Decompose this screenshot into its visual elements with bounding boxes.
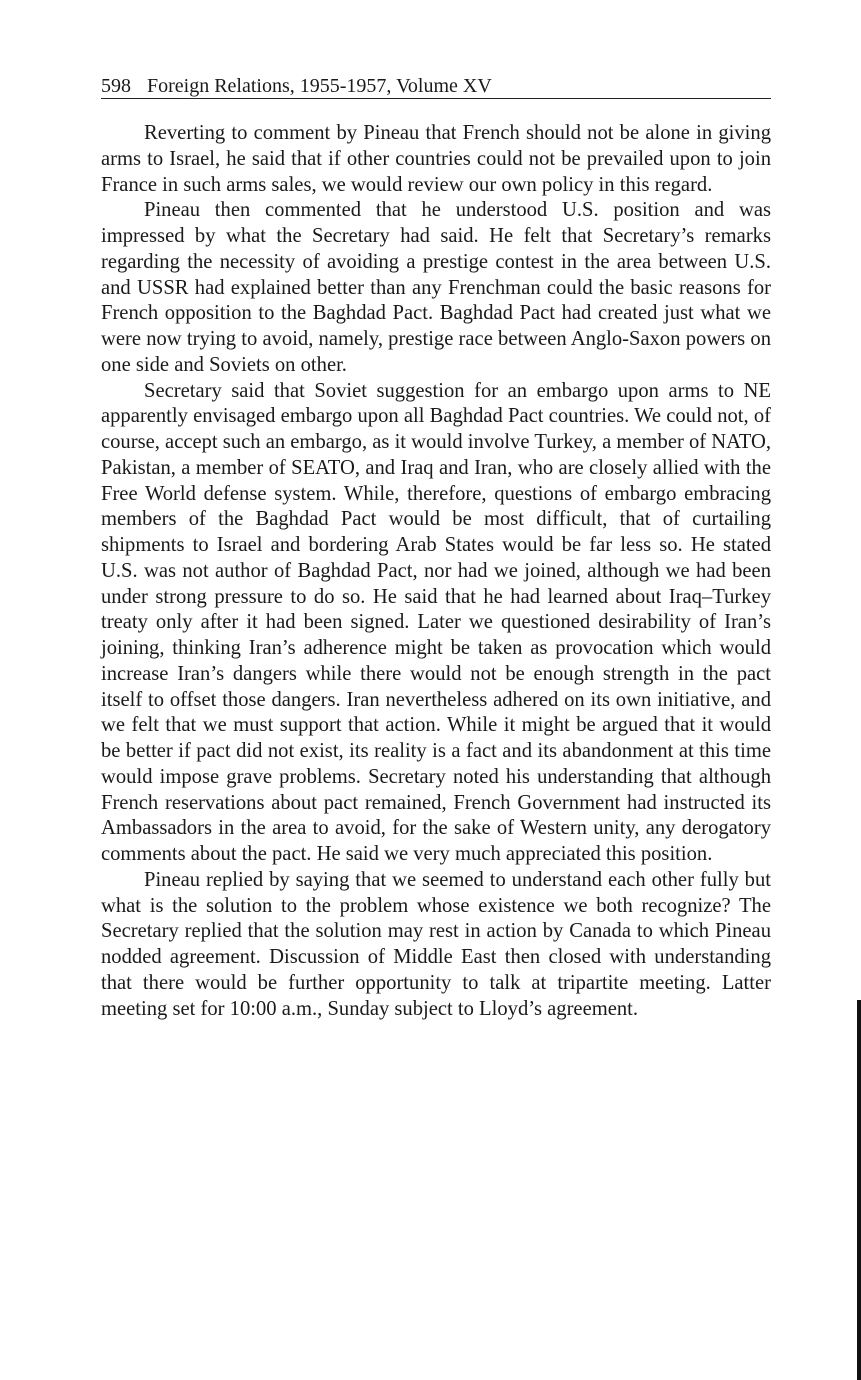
body-text [101, 121, 771, 1022]
paragraph: Reverting to comment by Pineau that French should not be alone in giving arms to Israel, he said that if other countries could not be prevailed upon to join France in such arms sales, we would review our own policy in this regard. [101, 122, 771, 196]
page-number: 598 [101, 75, 131, 97]
scan-edge-shadow [857, 1000, 861, 1380]
paragraph: Secretary said that Soviet suggestion for an embargo upon arms to NE apparently envisaged embargo upon all Baghdad Pact countries. We could not, of course, accept such an embargo, as it would involve Turkey, a member of NATO, Pakistan, a member of SEATO, and Iraq and Iran, who are closely allied with the Free World defense system. While, therefore, questions of embargo embracing members of the Baghdad Pact would be most difficult, that of curtailing shipments to Israel and bordering Arab States would be far less so. He stated U.S. was not author of Baghdad Pact, nor had we joined, although we had been under strong pressure to do so. He said that he had learned about Iraq–Turkey treaty only after it had been signed. Later we questioned desirability of Iran’s joining, thinking Iran’s adherence might be taken as provocation which would increase Iran’s dangers while there would not be enough strength in the pact itself to offset those dangers. Iran nevertheless adhered on its own initiative, and we felt that we must support that action. While it might be argued that it would be better if pact did not exist, its reality is a fact and its abandonment at this time would impose grave problems. Secretary noted his understanding that although French reservations about pact remained, French Government had instructed its Ambassadors in the area to avoid, for the sake of Western unity, any derogatory comments about the pact. He said we very much appreciated this position. [101, 379, 771, 865]
paragraph: Pineau then commented that he understood U.S. position and was impressed by what the Secretary had said. He felt that Secretary’s remarks regarding the necessity of avoiding a prestige contest in the area between U.S. and USSR had explained better than any Frenchman could the basic reasons for French opposition to the Baghdad Pact. Baghdad Pact had created just what we were now trying to avoid, namely, prestige race between Anglo-Saxon powers on one side and Soviets on other. [101, 199, 771, 376]
running-title: Foreign Relations, 1955-1957, Volume XV [147, 75, 492, 97]
document-page [101, 74, 771, 1022]
running-header [101, 74, 771, 99]
paragraph: Pineau replied by saying that we seemed to understand each other fully but what is the solution to the problem whose existence we both recognize? The Secretary replied that the solution may rest in action by Canada to which Pineau nodded agreement. Discussion of Middle East then closed with understanding that there would be further opportunity to talk at tripartite meeting. Latter meeting set for 10:00 a.m., Sunday subject to Lloyd’s agreement. [101, 868, 771, 1020]
